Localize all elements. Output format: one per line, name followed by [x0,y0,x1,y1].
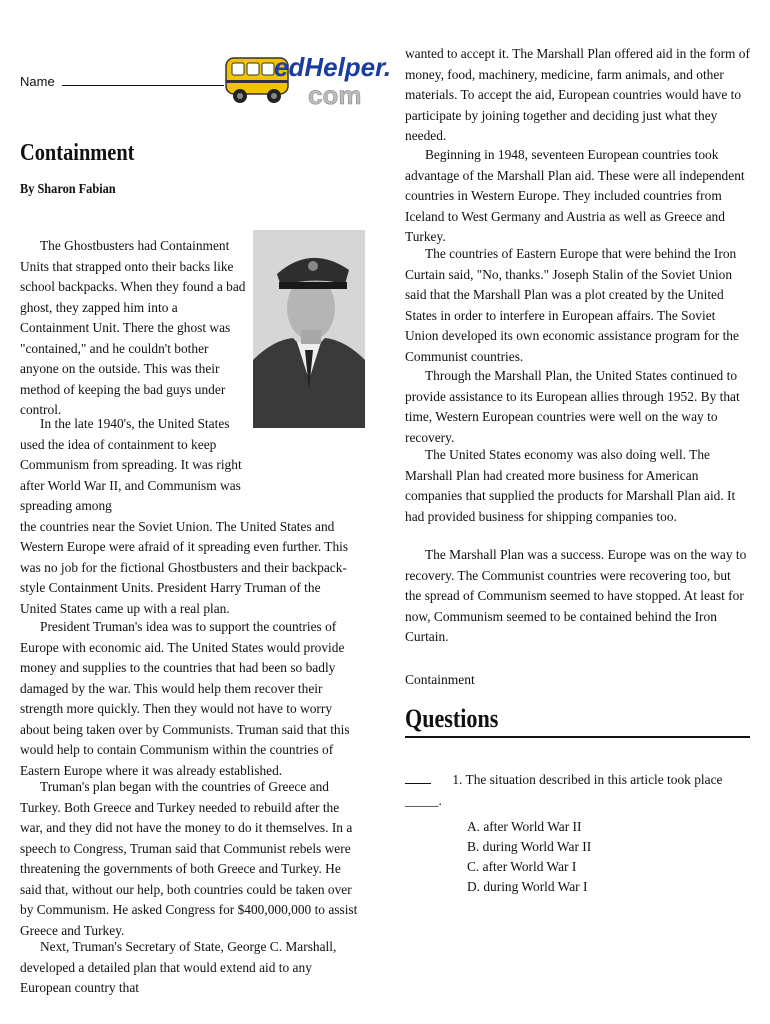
right-column-p1 [405,44,750,147]
paragraph: The United States economy was also doing well. The Marshall Plan had created more business for American companies that supplied the products for Marshall Plan aid. It had provided business for shipping companies too. [405,447,736,524]
answer-option-d[interactable]: D. during World War I [467,879,588,894]
question-text: The situation described in this article took place _____. [405,772,723,808]
paragraph: In the late 1940's, the United States used the idea of containment to keep Communism from spreading. It was right after World War II, and Communism was spreading among [20,416,242,513]
school-bus-icon [222,38,392,118]
edhelper-logo [222,38,392,118]
paragraph: wanted to accept it. The Marshall Plan offered aid in the form of money, food, machinery, medicine, farm animals, and other materials. To accept the aid, European countries would have to participate by joining together and deciding just what they needed. [405,46,750,143]
answer-option-b[interactable]: B. during World War II [467,839,592,854]
name-field-row [20,74,224,89]
paragraph: The countries of Eastern Europe that were behind the Iron Curtain said, "No, thanks." Joseph Stalin of the Soviet Union said that the Marshall Plan was a plot created by the United States in order to interfere in European affairs. The Soviet Union developed its own economic assistance program for the Communist countries. [405,246,739,364]
paragraph: The Marshall Plan was a success. Europe was on the way to recovery. The Communist countries were recovering too, but the spread of Communism seemed to have stopped. At least for now, Communism seemed to be contained behind the Iron Curtain. [405,547,747,644]
article-title: Containment [20,140,135,166]
left-column-p4 [20,617,360,781]
paragraph: the countries near the Soviet Union. The United States and Western Europe were afraid of it spreading even further. This was no job for the fictional Ghostbusters and their backpack-style Containment Units. President Harry Truman of the United States came up with a real plan. [20,518,349,616]
logo-text-top: edHelper. [274,52,392,82]
name-blank-line[interactable] [62,85,224,86]
right-column-p3 [405,244,750,367]
questions-heading-text: Questions [405,704,499,733]
paragraph: Through the Marshall Plan, the United States continued to provide assistance to its European allies through 1952. By that time, Western European countries were well on the way to recovery. [405,368,740,445]
logo-text-bottom: com [308,80,362,110]
paragraph: Next, Truman's Secretary of State, George C. Marshall, developed a detailed plan that would extend aid to any European country that [20,939,337,995]
answer-blank[interactable] [405,782,431,784]
left-column-top [20,236,360,421]
questions-heading [405,704,750,738]
paragraph: Truman's plan began with the countries of Greece and Turkey. Both Greece and Turkey needed to rebuild after the war, and they did not have the money to do it themselves. In a speech to Congress, Truman said that Communist rebels were threatening the governments of both Greece and Turkey. He said that, without our help, both countries could be taken over by Communism. He asked Congress for $400,000,000 to assist Greece and Turkey. [20,779,358,938]
right-column-p2 [405,145,750,248]
article-author: By Sharon Fabian [20,182,116,197]
name-label: Name [20,74,55,89]
answer-option-a[interactable]: A. after World War II [467,819,582,834]
left-column-mid [20,414,360,619]
left-column-p6 [20,937,360,999]
right-column-p4 [405,366,750,448]
right-column-p6 [405,545,750,648]
paragraph: The Ghostbusters had Containment Units that strapped onto their backs like school backpacks. When they found a bad ghost, they zapped him into a Containment Unit. There the ghost was "contained," and he couldn't bother anyone on the outside. This was their method of keeping the bad guys under control. [20,238,246,417]
answer-options [467,817,750,897]
questions-section-label: Containment [405,672,475,687]
paragraph: Beginning in 1948, seventeen European countries took advantage of the Marshall Plan aid. These were all independent countries in Western Europe. They included countries from Iceland to West Germany and Austria as well as Greece and Turkey. [405,147,745,244]
left-column-p5 [20,777,360,941]
question-number: 1. [452,772,463,787]
answer-option-c[interactable]: C. after World War I [467,859,577,874]
right-column-p5 [405,445,750,527]
paragraph: President Truman's idea was to support the countries of Europe with economic aid. The United States would provide money and supplies to the countries that had been so badly damaged by the war. This would help them recover their strength more quickly. Then they would not have to worry about being taken over by Communists. Truman said that this would help to contain Communism within the countries of Eastern Europe where it was already established. [20,619,350,778]
question-item [405,770,750,897]
